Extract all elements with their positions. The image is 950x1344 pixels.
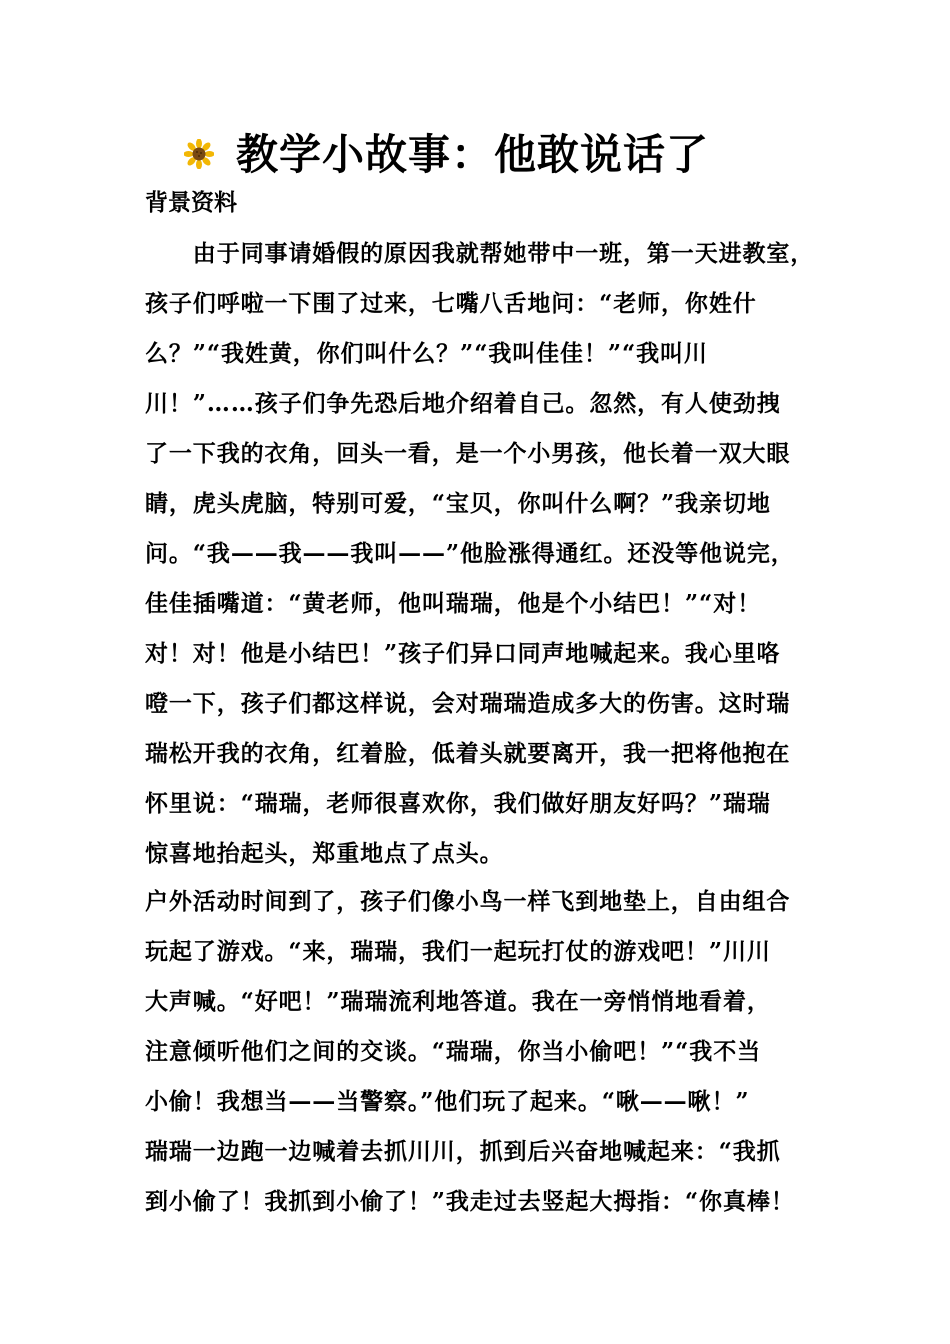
text-line: 大声喊。“好吧！”瑞瑞流利地答道。我在一旁悄悄地看着， (145, 988, 771, 1015)
text-line: 噔一下，孩子们都这样说，会对瑞瑞造成多大的伤害。这时瑞 (145, 690, 791, 717)
text-line: 注意倾听他们之间的交谈。“瑞瑞，你当小偷吧！”“我不当 (145, 1038, 761, 1065)
text-line: 瑞瑞一边跑一边喊着去抓川川，抓到后兴奋地喊起来：“我抓 (145, 1138, 781, 1165)
text-line: 到小偷了！我抓到小偷了！”我走过去竖起大拇指：“你真棒！ (145, 1188, 795, 1215)
title-row (184, 122, 709, 182)
sunflower-icon (184, 139, 214, 169)
text-line: 佳佳插嘴道：“黄老师，他叫瑞瑞，他是个小结巴！”“对！ (145, 590, 761, 617)
section-label: 背景资料 (145, 189, 237, 216)
text-line: 户外活动时间到了，孩子们像小鸟一样飞到地垫上，自由组合 (145, 888, 791, 915)
text-line: 孩子们呼啦一下围了过来，七嘴八舌地问：“老师，你姓什 (145, 290, 757, 317)
text-line: 惊喜地抬起头，郑重地点了点头。 (145, 840, 504, 867)
text-line: 怀里说：“瑞瑞，老师很喜欢你，我们做好朋友好吗？”瑞瑞 (145, 790, 771, 817)
text-line: 睛，虎头虎脑，特别可爱，“宝贝，你叫什么啊？”我亲切地 (145, 490, 771, 517)
text-line: 么？”“我姓黄，你们叫什么？”“我叫佳佳！”“我叫川 (145, 340, 708, 367)
text-line: 由于同事请婚假的原因我就帮她带中一班，第一天进教室， (145, 240, 815, 267)
text-line: 川！”……孩子们争先恐后地介绍着自己。忽然，有人使劲拽 (145, 390, 781, 417)
text-line: 玩起了游戏。“来，瑞瑞，我们一起玩打仗的游戏吧！”川川 (145, 938, 771, 965)
page-title: 教学小故事：他敢说话了 (236, 130, 710, 179)
text-line: 对！对！他是小结巴！”孩子们异口同声地喊起来。我心里咯 (145, 640, 781, 667)
text-line: 了一下我的衣角，回头一看，是一个小男孩，他长着一双大眼 (145, 440, 791, 467)
text-line: 瑞松开我的衣角，红着脸，低着头就要离开，我一把将他抱在 (145, 740, 791, 767)
text-line: 小偷！我想当——当警察。”他们玩了起来。“啾——啾！” (145, 1088, 750, 1115)
text-line: 问。“我——我——我叫——”他脸涨得通红。还没等他说完， (145, 540, 795, 567)
